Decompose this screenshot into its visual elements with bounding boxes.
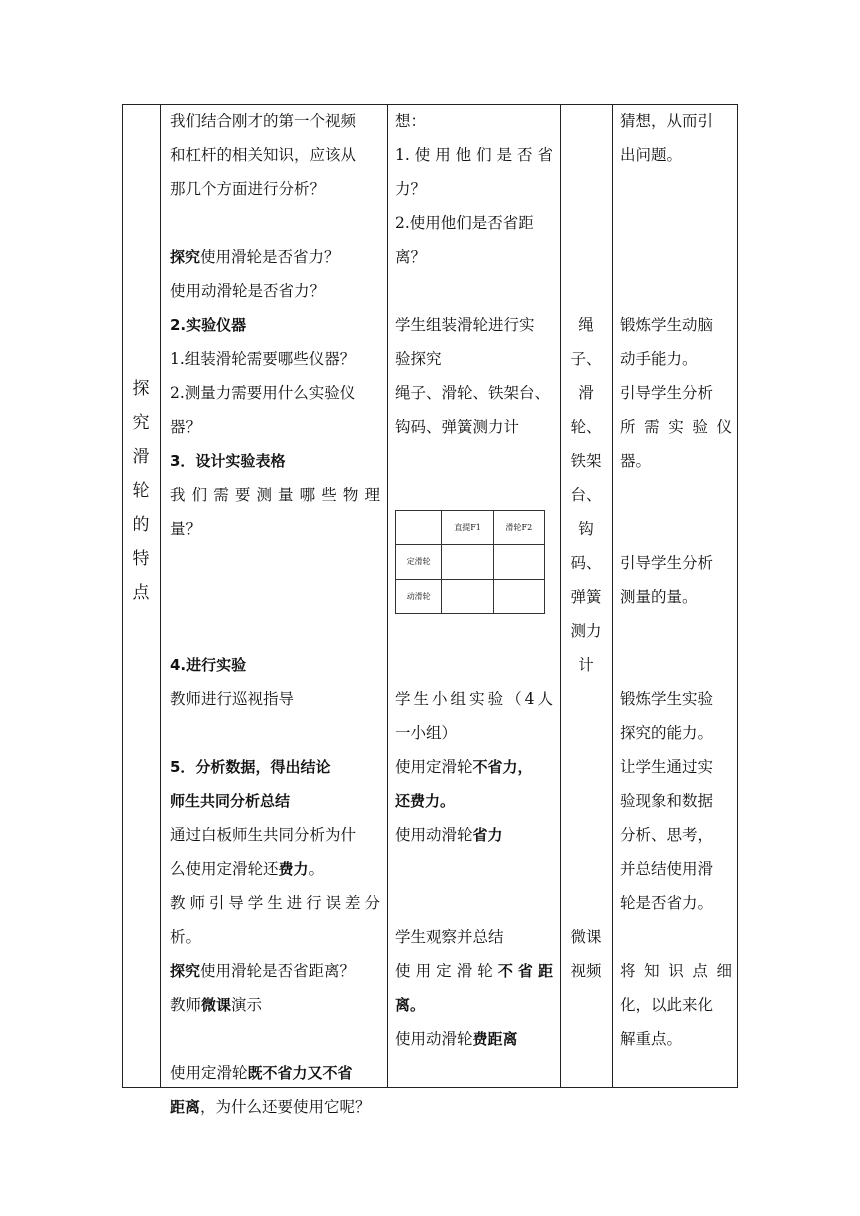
- text-line: [620, 172, 732, 206]
- table-cell: [442, 545, 493, 579]
- bold-text: 还费力。: [395, 792, 456, 810]
- text: 。: [308, 860, 325, 878]
- text: 通过白板师生共同分析为什: [170, 826, 357, 844]
- text: 使用动滑轮: [395, 826, 473, 844]
- text-line: [170, 206, 380, 240]
- text-line: [170, 954, 380, 988]
- section-label-char: 究: [132, 413, 150, 433]
- text-line: [170, 920, 380, 954]
- text-line: [620, 342, 732, 376]
- section-label-char: 特: [132, 549, 150, 569]
- text-line: [395, 852, 553, 886]
- materials-line: [562, 852, 610, 886]
- text-line: [395, 682, 553, 716]
- bold-text: 不省力，: [472, 758, 533, 776]
- text-line: [170, 648, 380, 682]
- text-line: [170, 614, 380, 648]
- text-line: [395, 988, 553, 1022]
- text: 钩码、弹簧测力计: [395, 418, 520, 436]
- text-line: [620, 206, 732, 240]
- text-line: [170, 988, 380, 1022]
- text: 让学生通过实: [620, 758, 714, 776]
- text: 化，以此来化: [620, 996, 714, 1014]
- text-line: [395, 886, 553, 920]
- text-line: [620, 784, 732, 818]
- column-divider: [160, 104, 161, 1088]
- text-line: [620, 886, 732, 920]
- bold-text: 3．设计实验表格: [170, 452, 286, 470]
- materials-line: 滑: [578, 384, 594, 402]
- text: 量？: [170, 520, 202, 538]
- section-label-char: 轮: [132, 481, 150, 501]
- text-line: [170, 818, 380, 852]
- bold-text: 不省距: [497, 962, 553, 980]
- text-line: [170, 716, 380, 750]
- text: 学生小组实验（4人: [395, 690, 553, 708]
- text: 并总结使用滑: [620, 860, 714, 878]
- bold-text: 探究: [170, 962, 201, 980]
- materials-line: [562, 682, 610, 716]
- text-line: [170, 1090, 380, 1124]
- text: 锻炼学生动脑: [620, 316, 714, 334]
- text: 使用动滑轮是否省力？: [170, 282, 326, 300]
- text-line: [620, 240, 732, 274]
- text: 动手能力。: [620, 350, 698, 368]
- text-line: [620, 512, 732, 546]
- text: 教师引导学生进行误差分: [170, 894, 380, 912]
- text: 那几个方面进行分析？: [170, 180, 326, 198]
- bold-text: 离。: [395, 996, 426, 1014]
- text-line: [170, 784, 380, 818]
- text-line: [620, 954, 732, 988]
- text-line: [395, 920, 553, 954]
- text-line: [395, 342, 553, 376]
- text-line: [170, 1056, 380, 1090]
- text-line: [395, 274, 553, 308]
- text: 所需实验仪: [620, 418, 732, 436]
- text-line: [620, 376, 732, 410]
- text-line: [170, 1022, 380, 1056]
- text: 猜想，从而引: [620, 112, 714, 130]
- text: 一小组）: [395, 724, 458, 742]
- table-row: [396, 579, 545, 613]
- text-line: [620, 988, 732, 1022]
- text-line: [170, 172, 380, 206]
- text-line: [395, 376, 553, 410]
- table-row: [396, 545, 545, 579]
- text-line: [395, 172, 553, 206]
- materials-line: 铁架: [570, 452, 602, 470]
- text-line: [395, 104, 553, 138]
- text: 和杠杆的相关知识，应该从: [170, 146, 357, 164]
- text: 使用滑轮是否省力？: [200, 248, 340, 266]
- materials-line: [562, 716, 610, 750]
- bold-text: 微课: [201, 996, 232, 1014]
- text-line: [395, 750, 553, 784]
- text-line: [620, 1022, 732, 1056]
- text: 引导学生分析: [620, 554, 714, 572]
- text-line: [170, 410, 380, 444]
- text: 我们需要测量哪些物理: [170, 486, 380, 504]
- text: 锻炼学生实验: [620, 690, 714, 708]
- experiment-record-table: [395, 510, 545, 614]
- text-line: [170, 546, 380, 580]
- table-cell: [493, 579, 544, 613]
- text: 验现象和数据: [620, 792, 714, 810]
- table-header-row: [396, 511, 545, 545]
- column-divider: [612, 104, 613, 1088]
- bold-text: 师生共同分析总结: [170, 792, 291, 810]
- text: 分析、思考，: [620, 826, 714, 844]
- text-line: [620, 920, 732, 954]
- text-line: [620, 274, 732, 308]
- text-line: [620, 852, 732, 886]
- text: 析。: [170, 928, 202, 946]
- text-line: [620, 580, 732, 614]
- text-line: [395, 240, 553, 274]
- text: 么使用定滑轮还: [170, 860, 279, 878]
- text: 1.组装滑轮需要哪些仪器？: [170, 350, 356, 368]
- table-header-cell: 直提F1: [442, 511, 493, 545]
- materials-line: [562, 784, 610, 818]
- text-line: [395, 648, 553, 682]
- text-line: [620, 716, 732, 750]
- bold-text: 4.进行实验: [170, 656, 247, 674]
- text-line: [620, 682, 732, 716]
- text: 测量的量。: [620, 588, 698, 606]
- section-label-char: 的: [132, 515, 150, 535]
- materials-line: 钩: [578, 520, 594, 538]
- text-line: [395, 444, 553, 478]
- text-line: [395, 478, 553, 512]
- materials-line: 计: [578, 656, 594, 674]
- materials-line: [562, 886, 610, 920]
- text: 想：: [395, 112, 427, 130]
- text: 引导学生分析: [620, 384, 714, 402]
- text: 2.测量力需要用什么实验仪: [170, 384, 356, 402]
- materials-line: [562, 274, 610, 308]
- bold-text: 费距离: [472, 1030, 518, 1048]
- bold-text: 5．分析数据，得出结论: [170, 758, 331, 776]
- text-line: [170, 852, 380, 886]
- materials-line: 码、: [570, 554, 602, 572]
- text-line: [170, 342, 380, 376]
- text-line: [170, 104, 380, 138]
- text-line: [395, 614, 553, 648]
- materials-line: 台、: [570, 486, 602, 504]
- text-line: [395, 716, 553, 750]
- text-line: [170, 240, 380, 274]
- materials-line: 轮、: [570, 418, 602, 436]
- materials-line: 测力: [570, 622, 602, 640]
- text-line: [395, 818, 553, 852]
- text-line: [395, 138, 553, 172]
- text-line: [170, 376, 380, 410]
- text-line: [620, 614, 732, 648]
- text-line: [395, 410, 553, 444]
- text: 离？: [395, 248, 427, 266]
- text: 轮是否省力。: [620, 894, 714, 912]
- text-line: [170, 274, 380, 308]
- materials-line: [562, 138, 610, 172]
- text: 验探究: [395, 350, 442, 368]
- text-line: [395, 1022, 553, 1056]
- teacher-activity-column: [170, 104, 380, 1124]
- table-cell: 动滑轮: [396, 579, 442, 613]
- text-line: [620, 478, 732, 512]
- bold-text: 既不省力又不省: [247, 1064, 353, 1082]
- text-line: [170, 682, 380, 716]
- table-cell: [442, 579, 493, 613]
- text: 教师: [170, 996, 202, 1014]
- text: 将知识点细: [620, 962, 732, 980]
- text-line: [170, 750, 380, 784]
- materials-line: [562, 206, 610, 240]
- materials-line: 子、: [570, 350, 602, 368]
- table-cell: [493, 545, 544, 579]
- text-line: [620, 444, 732, 478]
- text-line: [620, 104, 732, 138]
- text-line: [620, 546, 732, 580]
- materials-line: [562, 104, 610, 138]
- bold-text: 费力: [278, 860, 309, 878]
- table-header-cell: 滑轮F2: [493, 511, 544, 545]
- text-line: [620, 818, 732, 852]
- text-line: [395, 308, 553, 342]
- text: 学生组装滑轮进行实: [395, 316, 535, 334]
- text-line: [170, 512, 380, 546]
- bold-text: 距离: [170, 1098, 201, 1116]
- bold-text: 探究: [170, 248, 201, 266]
- text: 解重点。: [620, 1030, 683, 1048]
- section-label-char: 点: [132, 583, 150, 603]
- text-line: [170, 444, 380, 478]
- section-label: [122, 372, 160, 610]
- bold-text: 2.实验仪器: [170, 316, 247, 334]
- text-line: [395, 784, 553, 818]
- column-divider: [387, 104, 388, 1088]
- materials-line: [562, 750, 610, 784]
- text: 出问题。: [620, 146, 683, 164]
- table-cell: 定滑轮: [396, 545, 442, 579]
- text-line: [620, 138, 732, 172]
- materials-line: 弹簧: [570, 588, 602, 606]
- text: 使用定滑轮: [170, 1064, 248, 1082]
- text: ，为什么还要使用它呢？: [200, 1098, 371, 1116]
- text-line: [170, 308, 380, 342]
- text-line: [170, 478, 380, 512]
- text: 力？: [395, 180, 427, 198]
- text: 绳子、滑轮、铁架台、: [395, 384, 551, 402]
- section-label-char: 滑: [132, 447, 150, 467]
- text: 演示: [231, 996, 263, 1014]
- text: 使用定滑轮: [395, 758, 473, 776]
- text: 器？: [170, 418, 202, 436]
- text-line: [395, 954, 553, 988]
- text: 使用定滑轮: [395, 962, 498, 980]
- text: 2.使用他们是否省距: [395, 214, 534, 232]
- materials-line: [562, 240, 610, 274]
- text-line: [170, 580, 380, 614]
- materials-line: 微课: [570, 928, 602, 946]
- section-label-char: 探: [132, 379, 150, 399]
- column-divider: [560, 104, 561, 1088]
- text: 1.使用他们是否省: [395, 146, 553, 164]
- table-header-cell: [396, 511, 442, 545]
- text: 学生观察并总结: [395, 928, 504, 946]
- text: 使用滑轮是否省距离？: [200, 962, 356, 980]
- materials-line: 绳: [578, 316, 594, 334]
- text-line: [170, 138, 380, 172]
- text-line: [620, 648, 732, 682]
- text: 探究的能力。: [620, 724, 714, 742]
- text-line: [170, 886, 380, 920]
- materials-column: [562, 104, 610, 988]
- text-line: [620, 750, 732, 784]
- materials-line: [562, 818, 610, 852]
- text: 器。: [620, 452, 652, 470]
- materials-line: 视频: [570, 962, 602, 980]
- bold-text: 省力: [472, 826, 503, 844]
- materials-line: [562, 172, 610, 206]
- text: 使用动滑轮: [395, 1030, 473, 1048]
- text-line: [620, 308, 732, 342]
- text-line: [395, 206, 553, 240]
- text: 我们结合刚才的第一个视频: [170, 112, 357, 130]
- text: 教师进行巡视指导: [170, 690, 295, 708]
- design-intent-column: [620, 104, 732, 1056]
- text-line: [620, 410, 732, 444]
